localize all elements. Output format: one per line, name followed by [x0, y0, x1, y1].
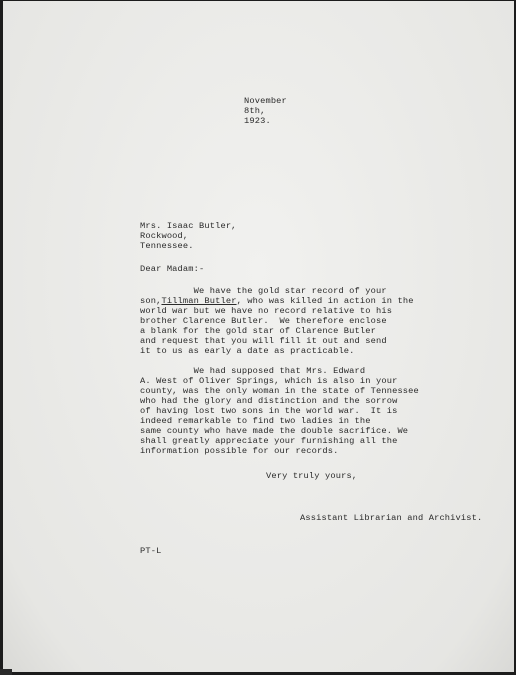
- recipient-state: Tennessee.: [140, 241, 194, 251]
- scan-edge-mark: [0, 669, 12, 675]
- paragraph-line: same county who have made the double sacrifice. We: [140, 426, 409, 436]
- salutation: Dear Madam:-: [140, 264, 205, 274]
- paragraph-line: indeed remarkable to find two ladies in the: [140, 416, 371, 426]
- paragraph-line: brother Clarence Butler. We therefore enclose: [140, 316, 387, 326]
- paragraph-line: who had the glory and distinction and the sorrow: [140, 396, 398, 406]
- signature-title: Assistant Librarian and Archivist.: [300, 513, 483, 523]
- underlined-soldier-name: Tillman Butler: [161, 296, 237, 306]
- recipient-name: Mrs. Isaac Butler,: [140, 221, 237, 231]
- paragraph-line: of having lost two sons in the world war. It is: [140, 406, 398, 416]
- paragraph-line: a blank for the gold star of Clarence Butler: [140, 326, 376, 336]
- date-year: 1923.: [244, 116, 271, 126]
- date-month: November: [244, 96, 287, 106]
- text-fragment: , who was killed in action in the: [236, 296, 414, 306]
- paragraph-line: world war but we have no record relative to his: [140, 306, 393, 316]
- date-day: 8th,: [244, 106, 266, 116]
- paragraph-line: A. West of Oliver Springs, which is also in your: [140, 376, 398, 386]
- recipient-city: Rockwood,: [140, 231, 189, 241]
- closing: Very truly yours,: [266, 471, 358, 481]
- text-fragment: son,: [140, 296, 162, 306]
- paragraph-line: We had supposed that Mrs. Edward: [140, 366, 366, 376]
- paragraph-line: [140, 296, 414, 306]
- paragraph-line: and request that you will fill it out and send: [140, 336, 387, 346]
- typist-initials: PT-L: [140, 546, 162, 556]
- paragraph-line: We have the gold star record of your: [140, 286, 387, 296]
- paragraph-line: shall greatly appreciate your furnishing all the: [140, 436, 398, 446]
- letter-sheet: [3, 1, 514, 672]
- paragraph-line: county, was the only woman in the state of Tennessee: [140, 386, 419, 396]
- paragraph-line: it to us as early a date as practicable.: [140, 346, 355, 356]
- paragraph-line: information possible for our records.: [140, 446, 339, 456]
